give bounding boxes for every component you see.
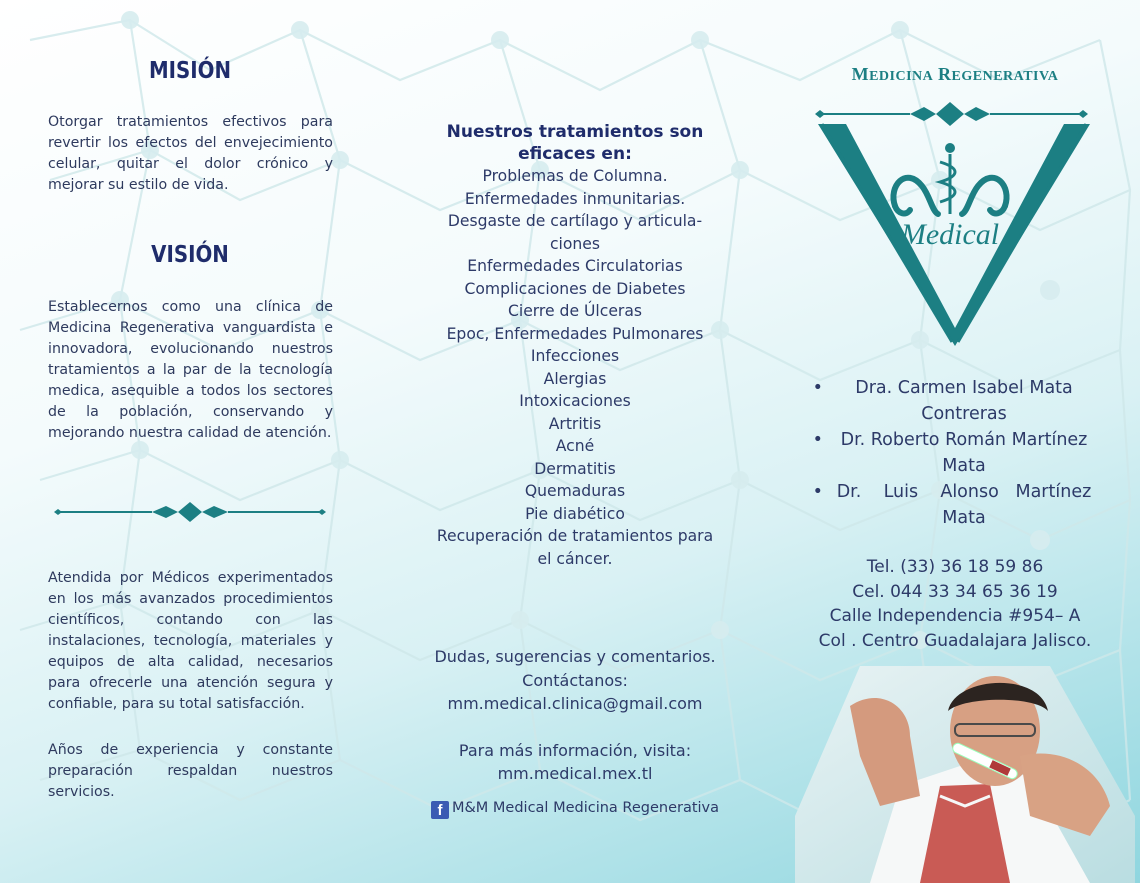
treatment-item: Complicaciones de Diabetes	[464, 279, 686, 298]
left-panel	[0, 0, 380, 883]
doctor-name-line: Dra. Carmen Isabel Mata	[855, 378, 1073, 398]
contact-section	[380, 645, 770, 786]
bullet-icon: •	[812, 430, 823, 450]
doctor-name	[828, 427, 1100, 479]
treatment-item: Quemaduras	[524, 482, 626, 500]
doctor-item	[810, 427, 1100, 479]
treatment-item: Pie diabético	[525, 504, 625, 523]
treatment-item: Infecciones	[530, 347, 620, 365]
doctor-photo	[790, 666, 1140, 883]
doctor-name-line: Dr. Roberto Román Martínez	[840, 430, 1088, 450]
treatment-item: Acné	[555, 437, 595, 455]
vision-title: VISIÓN	[151, 242, 229, 268]
treatment-item: Recuperación de tratamientos para	[436, 527, 714, 545]
treatments-title-2: eficaces en:	[518, 144, 632, 164]
treatment-item: Enfermedades Circulatorias	[467, 257, 683, 275]
doctor-name-line: Mata	[942, 456, 986, 476]
website-link[interactable]: mm.medical.mex.tl	[497, 764, 653, 783]
doctor-name-line: Dr. Luis Alonso Martínez	[836, 482, 1092, 502]
treatment-item: Intoxicaciones	[519, 392, 631, 410]
svg-text:Medical: Medical	[900, 218, 1000, 251]
treatment-item: ciones	[549, 234, 601, 253]
treatments-list	[380, 165, 770, 570]
treatments-title: Nuestros tratamientos son	[446, 122, 704, 142]
doctor-item	[810, 479, 1100, 531]
email-link[interactable]: mm.medical.clinica@gmail.com	[447, 694, 703, 713]
treatment-item: Cierre de Úlceras	[507, 302, 643, 320]
contact-label: Contáctanos:	[522, 670, 628, 690]
treatment-item: Epoc, Enfermedades Pulmonares	[446, 324, 704, 343]
experience-text: Años de experiencia y constante preparación respaldan nuestros servicios.	[48, 742, 333, 800]
treatments-section	[380, 121, 770, 570]
doctor-name-line: Mata	[942, 508, 986, 528]
middle-panel	[380, 0, 770, 883]
ornament-divider	[52, 500, 328, 524]
treatment-item: Artritis	[548, 414, 602, 433]
cellphone: Cel. 044 33 34 65 36 19	[852, 581, 1058, 602]
contact-info	[770, 555, 1140, 653]
about-text: Atendida por Médicos experimentados en los más avanzados procedimientos científicos, contando con las instalaciones, tecnología, materiales y equipos de alta calidad, necesarios para ofrecerle una atención segura y confiable, para su total satisfacción.	[48, 570, 333, 712]
doctor-name	[828, 375, 1100, 427]
treatment-item: Problemas de Columna.	[482, 167, 668, 185]
vision-text: Establecernos como una clínica de Medicina Regenerativa vanguardista e innovadora, evolucionando nuestros tratamientos a la par de la tecnología medica, asequible a todos los sectores de la población, conservando y mejorando nuestra calidad de atención.	[48, 299, 333, 441]
facebook-row[interactable]	[380, 800, 770, 819]
bullet-icon: •	[812, 378, 823, 398]
right-panel	[770, 0, 1140, 883]
mm-medical-logo	[810, 96, 1100, 346]
telephone: Tel. (33) 36 18 59 86	[866, 557, 1044, 577]
address: Calle Independencia #954– A	[829, 606, 1081, 626]
treatment-item: Dermatitis	[534, 459, 616, 478]
mission-title: MISIÓN	[148, 58, 232, 84]
brand-title: MEDICINA REGENERATIVA	[851, 64, 1059, 84]
treatment-item: el cáncer.	[537, 549, 613, 568]
facebook-page-name: M&M Medical Medicina Regenerativa	[451, 800, 720, 816]
treatment-item: Desgaste de cartílago y articula-	[447, 212, 703, 230]
doctor-name	[828, 479, 1100, 531]
bullet-icon: •	[812, 482, 823, 502]
mission-text: Otorgar tratamientos efectivos para revertir los efectos del envejecimiento celular, quitar el dolor crónico y mejorar su estilo de vida.	[48, 114, 333, 193]
colony-city: Col . Centro Guadalajara Jalisco.	[818, 630, 1092, 651]
doctor-item	[810, 375, 1100, 427]
more-info-label: Para más información, visita:	[458, 740, 692, 760]
contact-prompt: Dudas, sugerencias y comentarios.	[434, 647, 716, 666]
doctor-name-line: Contreras	[921, 404, 1007, 424]
treatment-item: Alergias	[543, 369, 607, 388]
doctors-list	[810, 375, 1100, 531]
facebook-icon: f	[431, 801, 449, 819]
treatment-item: Enfermedades inmunitarias.	[464, 189, 686, 208]
